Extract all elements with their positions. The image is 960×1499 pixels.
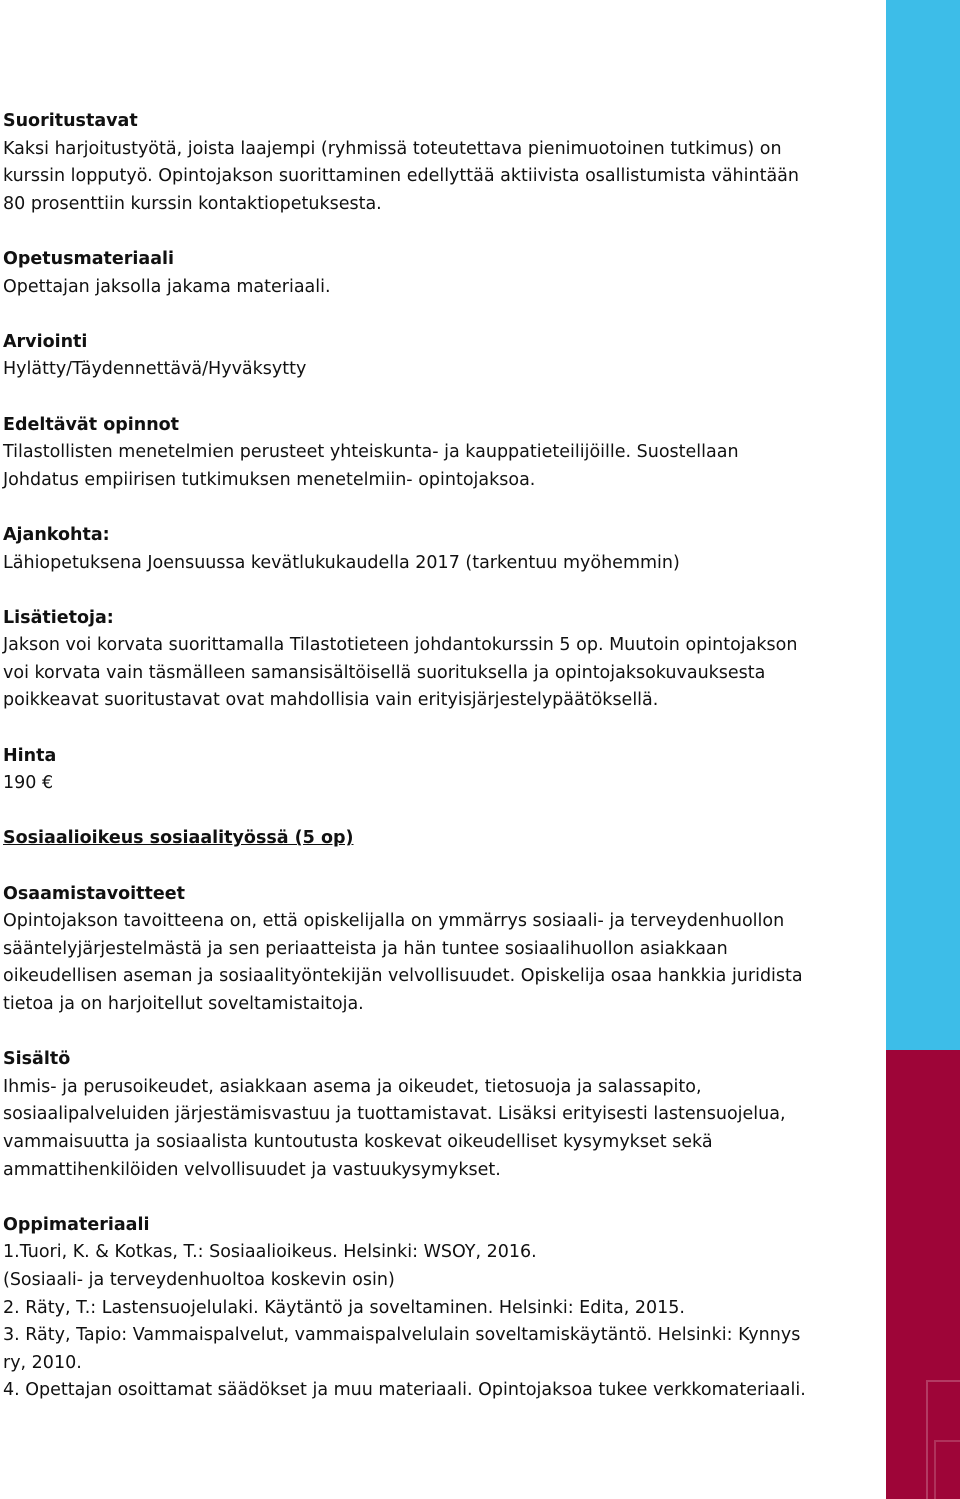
section-heading: Osaamistavoitteet [3,883,185,904]
section-heading: Suoritustavat [3,111,138,131]
text-line: 80 prosenttiin kurssin kontaktiopetuksesta. [3,193,382,214]
section-lisatietoja [3,605,873,715]
text-line: Hylätty/Täydennettävä/Hyväksytty [3,359,307,380]
text-line: Opettajan jaksolla jakama materiaali. [3,276,331,297]
document-body [3,108,873,1433]
text-line: ammattihenkilöiden velvollisuudet ja vastuukysymykset. [3,1159,501,1180]
text-line: 3. Räty, Tapio: Vammaispalvelut, vammaispalvelulain soveltamiskäytäntö. Helsinki: Kynnys [3,1325,801,1346]
text-line: 1.Tuori, K. & Kotkas, T.: Sosiaalioikeus. Helsinki: WSOY, 2016. [3,1242,537,1263]
section-osaamistavoitteet [3,881,873,1019]
text-line: 2. Räty, T.: Lastensuojelulaki. Käytäntö ja soveltaminen. Helsinki: Edita, 2015. [3,1297,685,1318]
text-line: Johdatus empiirisen tutkimuksen menetelmiin- opintojaksoa. [3,469,536,490]
section-heading: Hinta [3,745,57,766]
text-line: 4. Opettajan osoittamat säädökset ja muu materiaali. Opintojaksoa tukee verkkomateriaali. [3,1380,806,1401]
section-sisalto [3,1046,873,1184]
text-line: oikeudellisen aseman ja sosiaalityöntekijän velvollisuudet. Opiskelija osaa hankkia juridista [3,966,803,987]
section-heading: Ajankohta: [3,524,110,545]
section-oppimateriaali [3,1212,873,1405]
text-line: sosiaalipalveluiden järjestämisvastuu ja tuottamistavat. Lisäksi erityisesti lastensuojelua, [3,1104,786,1125]
section-heading: Oppimateriaali [3,1214,150,1235]
decorative-outline-shape [934,1440,960,1499]
text-line: Tilastollisten menetelmien perusteet yhteiskunta- ja kauppatieteilijöille. Suostellaan [3,442,739,463]
text-line: ry, 2010. [3,1352,82,1373]
section-heading: Opetusmateriaali [3,248,175,269]
text-line: vammaisuutta ja sosiaalista kuntoutusta koskevat oikeudelliset kysymykset sekä [3,1131,713,1152]
section-heading: Lisätietoja: [3,607,114,628]
section-heading: Edeltävät opinnot [3,414,180,435]
section-hinta [3,743,873,798]
text-line: tietoa ja on harjoitellut soveltamistaitoja. [3,994,364,1014]
section-edeltavat-opinnot [3,412,873,495]
price-value: 190 € [3,773,54,794]
section-heading: Arviointi [3,331,88,352]
text-line: kurssin lopputyö. Opintojakson suorittaminen edellyttää aktiivista osallistumista vähintään [3,166,799,187]
course-title: Sosiaalioikeus sosiaalityössä (5 op) [3,828,354,849]
text-line: (Sosiaali- ja terveydenhuoltoa koskevin osin) [3,1269,395,1290]
text-line: Lähiopetuksena Joensuussa kevätlukukaudella 2017 (tarkentuu myöhemmin) [3,552,680,573]
section-ajankohta [3,522,873,577]
text-line: Ihmis- ja perusoikeudet, asiakkaan asema ja oikeudet, tietosuoja ja salassapito, [3,1076,702,1097]
section-arviointi [3,329,873,384]
section-opetusmateriaali [3,246,873,301]
section-heading: Sisältö [3,1049,71,1070]
section-suoritustavat [3,108,873,218]
text-line: Jakson voi korvata suorittamalla Tilastotieteen johdantokurssin 5 op. Muutoin opintojakson [3,635,798,656]
text-line: sääntelyjärjestelmästä ja sen periaatteista ja hän tuntee sosiaalihuollon asiakkaan [3,938,728,959]
course-title-block [3,825,873,853]
decorative-sidebar [886,0,960,1499]
text-line: Opintojakson tavoitteena on, että opiskelijalla on ymmärrys sosiaali- ja terveydenhuollon [3,911,785,932]
sidebar-blue-band [886,0,960,1050]
text-line: Kaksi harjoitustyötä, joista laajempi (ryhmissä toteutettava pienimuotoinen tutkimus) on [3,138,782,159]
sidebar-red-band [886,1050,960,1499]
text-line: voi korvata vain täsmälleen samansisältöisellä suorituksella ja opintojaksokuvauksesta [3,662,766,683]
text-line: poikkeavat suoritustavat ovat mahdollisia vain erityisjärjestelypäätöksellä. [3,690,659,711]
